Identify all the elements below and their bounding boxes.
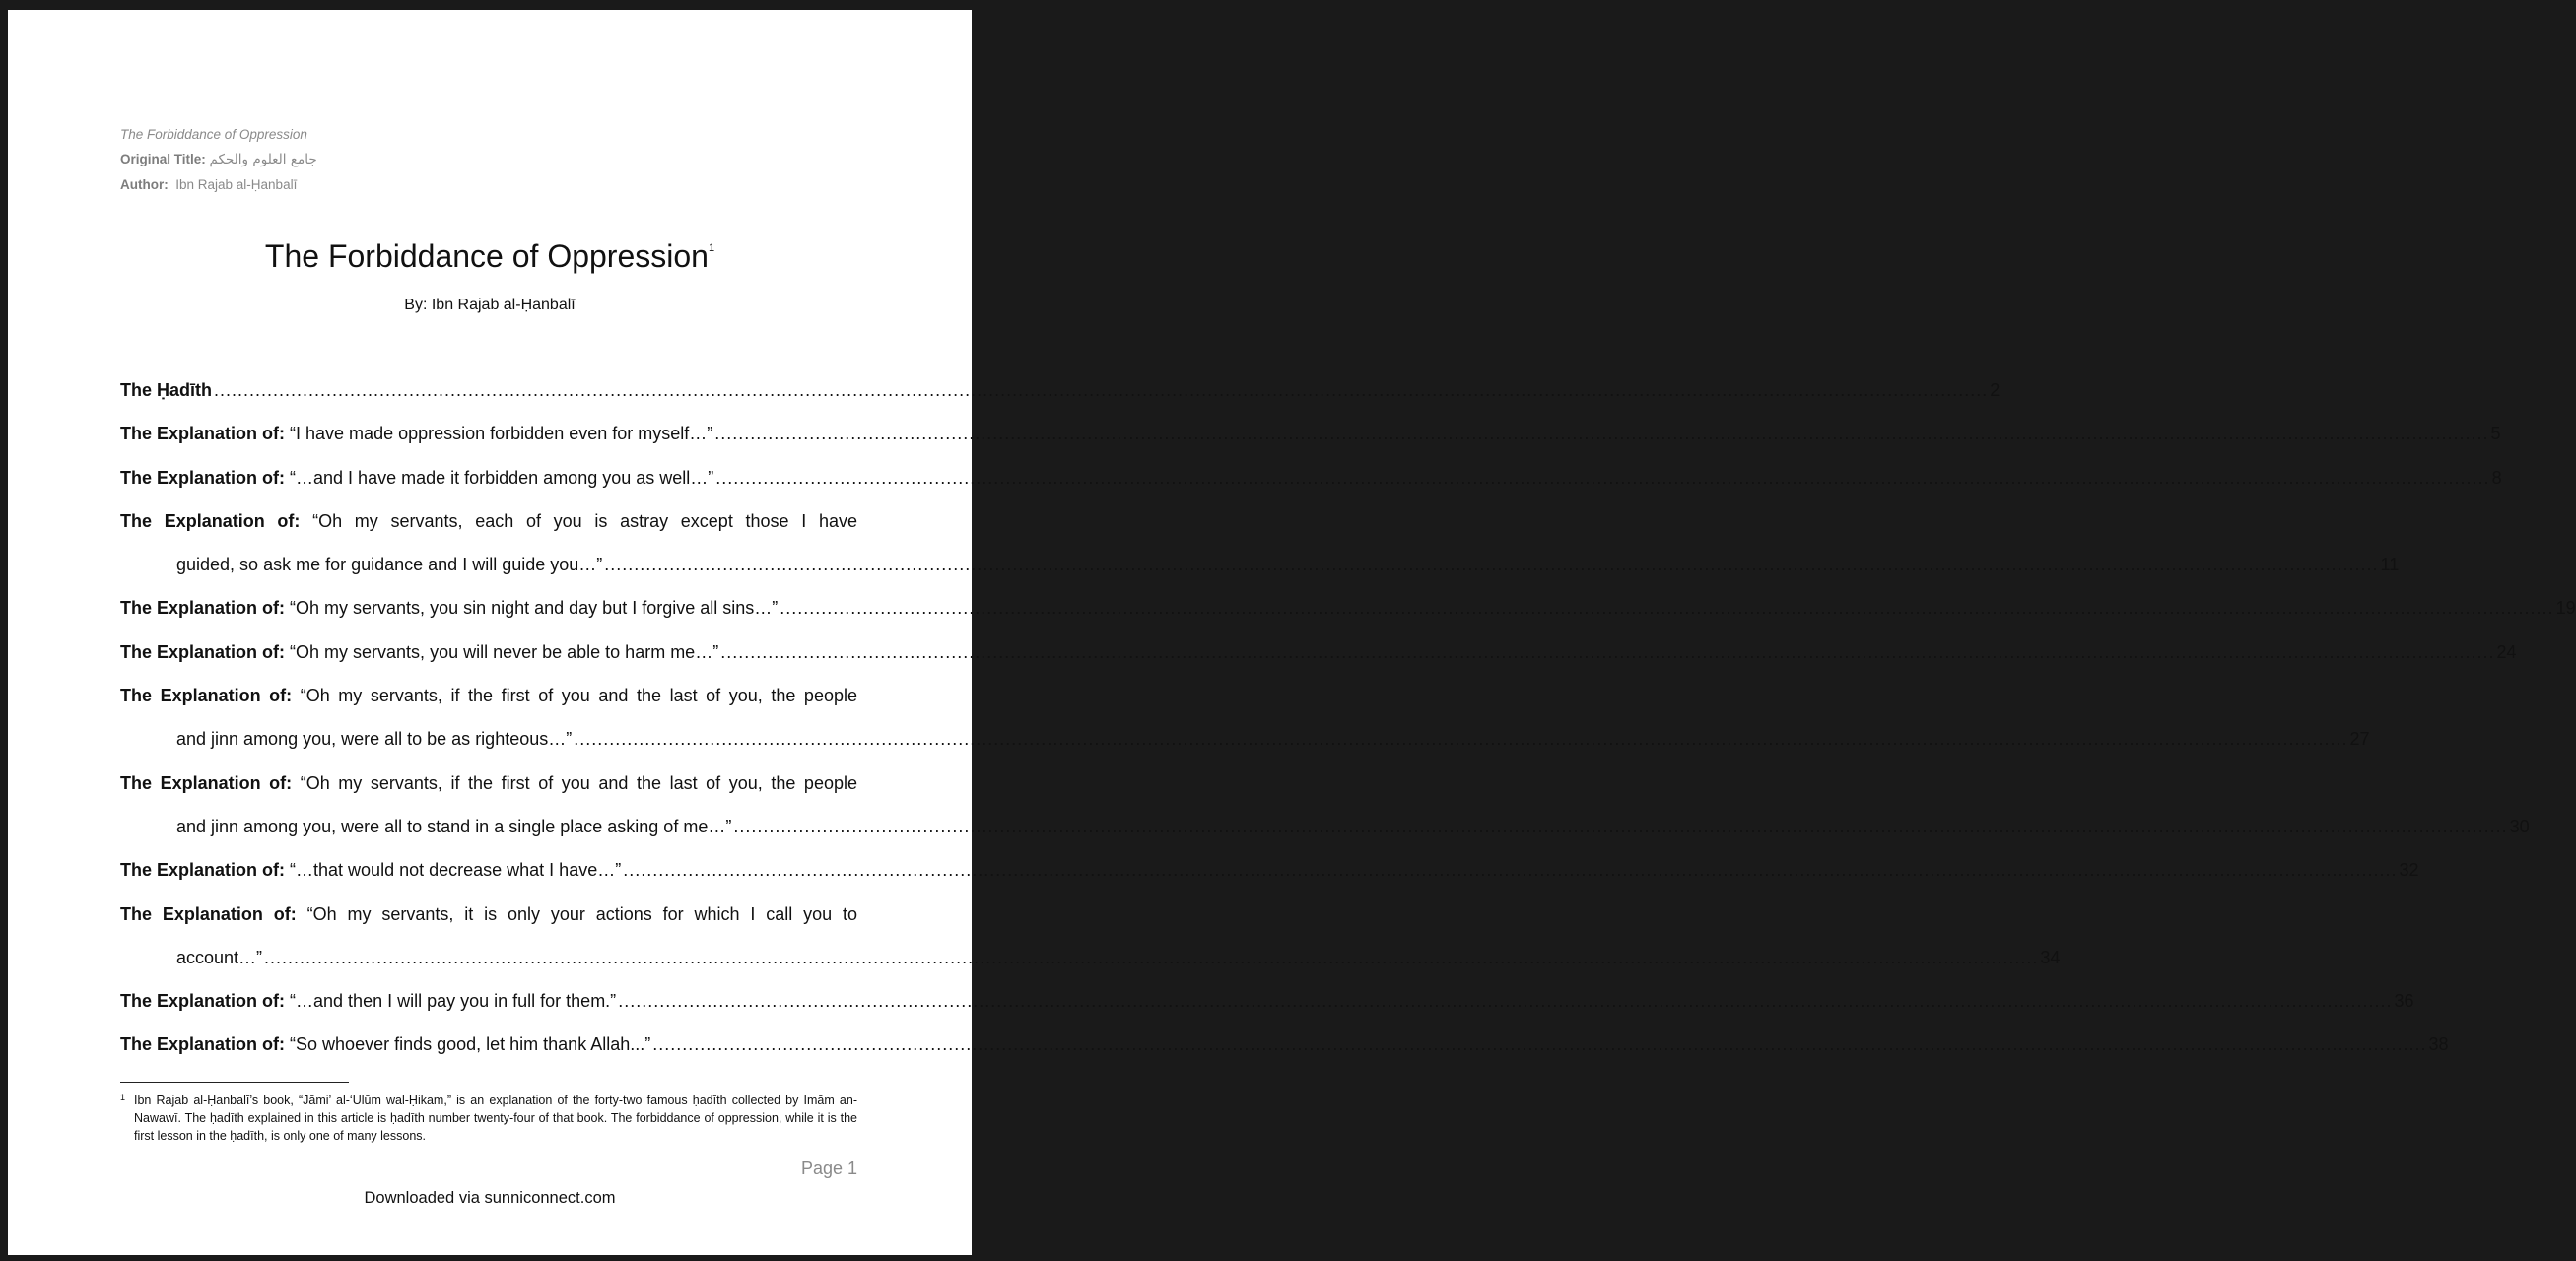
toc-page-number: 38 <box>2428 1034 2449 1055</box>
toc-label: The Explanation of: <box>120 991 286 1012</box>
toc-line <box>120 543 2400 586</box>
toc-entry[interactable] <box>120 1023 2449 1066</box>
toc-line <box>120 630 2517 674</box>
toc-label: The Explanation of: <box>120 641 286 662</box>
toc-label: The Explanation of: <box>120 903 297 924</box>
toc-page-number: 11 <box>2380 555 2400 575</box>
toc-label: The Explanation of: <box>120 1034 286 1055</box>
toc-leader-dots: ............................................................................................................................................................................................................................................................................................................ <box>604 555 2379 575</box>
toc-leader-dots: ............................................................................................................................................................................................................................................................................................................ <box>714 424 2489 444</box>
toc-entry[interactable] <box>120 412 2501 455</box>
document-meta <box>120 122 317 197</box>
toc-text: “I have made oppression forbidden even for myself…” <box>290 424 713 444</box>
toc-entry[interactable] <box>120 762 2530 849</box>
toc-page-number: 34 <box>2040 947 2061 967</box>
toc-entry-text <box>120 368 212 412</box>
toc-text: “…and then I will pay you in full for them.” <box>290 991 617 1012</box>
toc-text-continued: account…” <box>176 947 263 967</box>
toc-line <box>120 499 857 543</box>
toc-line <box>120 717 2370 761</box>
footnote-mark: 1 <box>120 1093 126 1102</box>
toc-page-number: 36 <box>2394 991 2414 1012</box>
page-number: Page 1 <box>800 1159 857 1178</box>
toc-entry[interactable] <box>120 674 2370 762</box>
toc-text: “Oh my servants, each of you is astray except those I have <box>312 510 857 531</box>
toc-entry[interactable] <box>120 499 2400 587</box>
toc-label: The Explanation of: <box>120 598 286 619</box>
toc-text: “Oh my servants, if the first of you and the last of you, the people <box>300 686 857 706</box>
toc-line <box>120 936 2061 979</box>
document-page <box>8 10 2576 1255</box>
author-label: Author: <box>120 177 169 192</box>
toc-text: “Oh my servants, you sin night and day but I forgive all sins…” <box>290 598 779 619</box>
toc-leader-dots: ............................................................................................................................................................................................................................................................................................................ <box>618 991 2393 1012</box>
toc-entry-text <box>120 412 712 455</box>
toc-page-number: 32 <box>2399 860 2419 881</box>
original-title-label: Original Title: <box>120 152 206 166</box>
toc-page-number: 2 <box>1990 380 2000 400</box>
toc-leader-dots: ............................................................................................................................................................................................................................................................................................................ <box>574 729 2348 750</box>
toc-label: The Explanation of: <box>120 860 286 881</box>
toc-label: The Ḥadīth <box>120 380 212 400</box>
toc-leader-dots: ............................................................................................................................................................................................................................................................................................................ <box>652 1034 2427 1055</box>
toc-text: “Oh my servants, you will never be able to harm me…” <box>290 641 719 662</box>
toc-page-number: 27 <box>2349 729 2370 750</box>
toc-entry-text <box>120 979 616 1023</box>
toc-label: The Explanation of: <box>120 686 293 706</box>
download-note: Downloaded via sunniconnect.com <box>364 1189 616 1207</box>
toc-page-number: 30 <box>2509 816 2530 836</box>
page-title <box>8 238 972 275</box>
toc-text: “Oh my servants, if the first of you and the last of you, the people <box>300 772 857 793</box>
toc-leader-dots: ............................................................................................................................................................................................................................................................................................................ <box>715 467 2490 488</box>
toc-line <box>120 979 2414 1023</box>
toc-entry-text <box>120 1023 650 1066</box>
toc-entry[interactable] <box>120 848 2419 892</box>
toc-text: “…that would not decrease what I have…” <box>290 860 622 881</box>
toc-line <box>120 412 2501 455</box>
toc-entry-text <box>120 630 718 674</box>
original-title-value: جامع العلوم والحكم <box>209 152 317 167</box>
toc-leader-dots: ............................................................................................................................................................................................................................................................................................................ <box>214 380 1989 400</box>
meta-book-title: The Forbiddance of Oppression <box>120 127 307 142</box>
toc-entry[interactable] <box>120 368 2000 412</box>
toc-entry[interactable] <box>120 979 2414 1023</box>
toc-entry[interactable] <box>120 456 2502 499</box>
toc-line <box>120 848 2419 892</box>
toc-leader-dots: ............................................................................................................................................................................................................................................................................................................ <box>733 816 2508 836</box>
table-of-contents <box>120 368 2576 1067</box>
toc-line <box>120 456 2502 499</box>
toc-label: The Explanation of: <box>120 467 286 488</box>
toc-line <box>120 674 857 717</box>
title-footnote-mark[interactable]: 1 <box>708 242 715 254</box>
toc-line <box>120 1023 2449 1066</box>
toc-page-number: 8 <box>2491 467 2502 488</box>
toc-entry-text <box>120 848 621 892</box>
toc-entry-text <box>120 456 713 499</box>
toc-page-number: 24 <box>2496 641 2517 662</box>
toc-text: “…and I have made it forbidden among you as well…” <box>290 467 714 488</box>
footnote-text: Ibn Rajab al-Ḥanbalī’s book, “Jāmi’ al-‘Ulūm wal-Ḥikam,” is an explanation of the forty-two famous ḥadīth collected by Imām an-Nawawī. The ḥadīth explained in this article is ḥadīth number twenty-four of that book. The forbiddance of oppression, while it is the first lesson in the ḥadīth, is only one of many lessons. <box>134 1094 857 1143</box>
toc-line <box>120 893 857 936</box>
toc-page-number: 5 <box>2490 424 2501 444</box>
meta-author <box>120 172 317 197</box>
toc-text-continued: and jinn among you, were all to be as righteous…” <box>176 729 573 750</box>
toc-text-continued: and jinn among you, were all to stand in a single place asking of me…” <box>176 816 732 836</box>
toc-leader-dots: ............................................................................................................................................................................................................................................................................................................ <box>264 947 2039 967</box>
toc-entry[interactable] <box>120 586 2576 630</box>
toc-entry-text <box>120 586 778 630</box>
toc-text: “So whoever finds good, let him thank Allah...” <box>290 1034 651 1055</box>
meta-original-title <box>120 147 317 172</box>
title-text: The Forbiddance of Oppression <box>264 238 709 274</box>
toc-entry[interactable] <box>120 893 2061 980</box>
toc-line <box>120 586 2576 630</box>
toc-label: The Explanation of: <box>120 510 301 531</box>
footnote-divider <box>120 1082 349 1083</box>
toc-label: The Explanation of: <box>120 424 286 444</box>
toc-leader-dots: ............................................................................................................................................................................................................................................................................................................ <box>780 598 2554 619</box>
toc-text: “Oh my servants, it is only your actions for which I call you to <box>306 903 857 924</box>
toc-leader-dots: ............................................................................................................................................................................................................................................................................................................ <box>623 860 2398 881</box>
toc-entry[interactable] <box>120 630 2517 674</box>
toc-line <box>120 805 2530 848</box>
toc-line <box>120 368 2000 412</box>
footnote <box>120 1092 857 1145</box>
byline: By: Ibn Rajab al-Ḥanbalī <box>404 297 576 313</box>
author-value: Ibn Rajab al-Ḥanbalī <box>175 177 298 192</box>
toc-line <box>120 762 857 805</box>
toc-leader-dots: ............................................................................................................................................................................................................................................................................................................ <box>720 641 2495 662</box>
toc-text-continued: guided, so ask me for guidance and I will guide you…” <box>176 555 603 575</box>
toc-label: The Explanation of: <box>120 772 293 793</box>
toc-page-number: 19 <box>2555 598 2576 619</box>
